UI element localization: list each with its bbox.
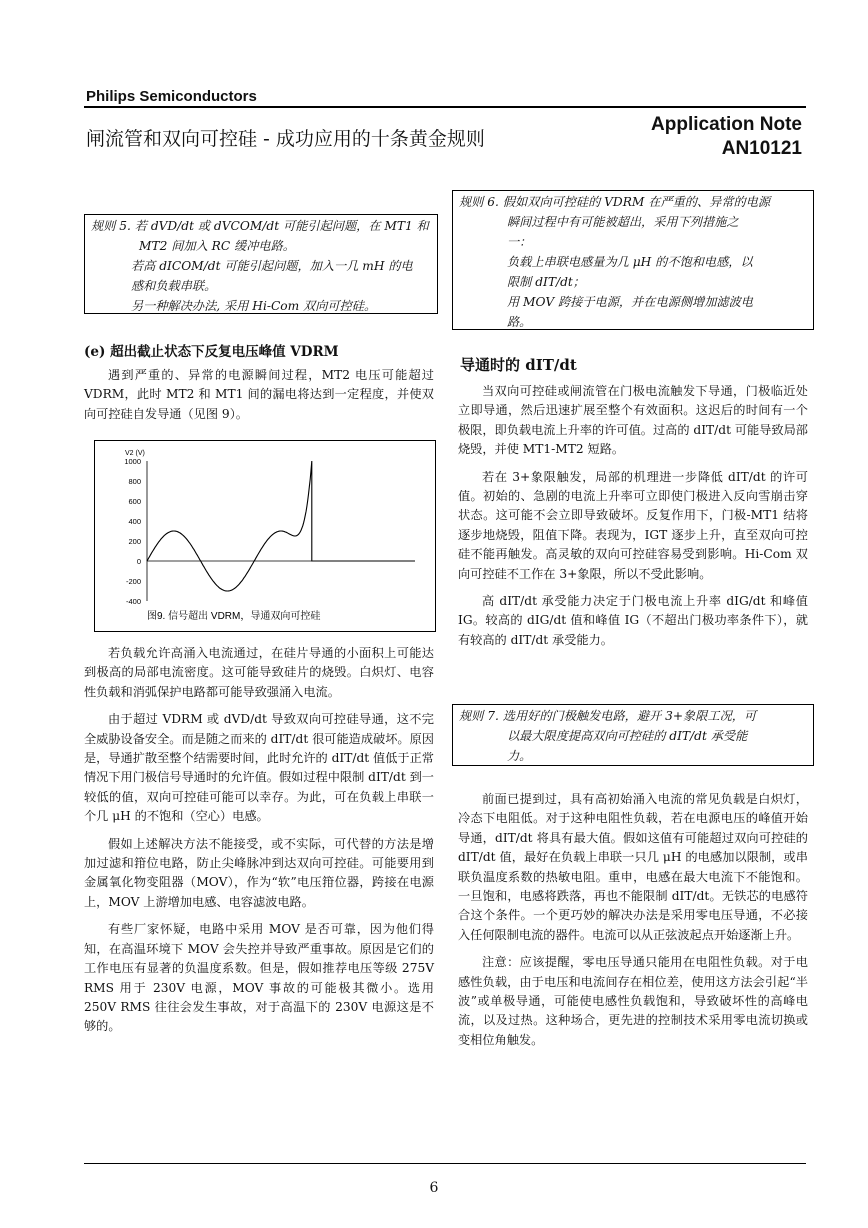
left-para4: 假如上述解决方法不能接受，或不实际，可代替的方法是增加过滤和箝位电路，防止尖峰脉冲到达双向可控硅。可能要用到金属氧化物变阻器（MOV），作为“软”电压箝位器，跨接在电源上，MOV 上游增加电感、电容滤波电路。 [84, 836, 434, 909]
doc-type: Application Note [651, 114, 802, 135]
figure9-y-tick-label: -400 [125, 597, 141, 606]
section-dit-body [458, 382, 808, 658]
left-para2: 若负载允许高涌入电流通过，在硅片导通的小面积上可能达到极高的局部电流密度。这可能导致硅片的烧毁。白炽灯、电容性负载和消弧保护电路都可能导致强涌入电流。 [84, 646, 434, 699]
left-column-body [84, 644, 434, 1045]
rule6-line7: 路。 [507, 315, 532, 329]
figure9-frame [94, 440, 436, 632]
right-para4: 前面已提到过，具有高初始涌入电流的常见负载是白炽灯，冷态下电阻低。对于这种电阻性负载，若在电源电压的峰值开始导通，dIT/dt 将具有最大值。假如这值有可能超过双向可控硅的 dIT/dt 值，最好在负载上串联一只几 μH 的电感加以限制，或串联负温度系数的热敏电阻。重申，电感在最大电流下不能饱和。一旦饱和，电感将跌落，再也不能限制 dIT/dt。无铁芯的电感符合这个条件。一个更巧妙的解决办法是采用零电压导通，不必接入任何限制电流的器件。电流可以从正弦波起点开始逐渐上升。 [458, 792, 808, 942]
figure9-chart [95, 441, 435, 631]
header-rule [84, 106, 806, 108]
rule6-box [452, 190, 814, 330]
rule6-line6: 用 MOV 跨接于电源，并在电源侧增加滤波电 [507, 295, 753, 309]
figure9-y-tick-label: 600 [128, 497, 141, 506]
rule5-line5: 另一种解决办法, 采用 Hi-Com 双向可控硅。 [131, 299, 377, 313]
rule6-line1: 规则 6. 假如双向可控硅的 VDRM 在严重的、异常的电源 [459, 195, 771, 209]
rule7-line3: 力。 [507, 749, 532, 763]
left-para5: 有些厂家怀疑，电路中采用 MOV 是否可靠，因为他们得知，在高温环境下 MOV 会失控并导致严重事故。原因是它们的工作电压有显著的负温度系数。但是，假如推荐电压等级 275V RMS 用于 230V 电源，MOV 事故的可能极其微小。选用 250V RMS 往往会发生事故，对于高温下的 230V 电源这是不够的。 [84, 922, 434, 1034]
page-number: 6 [429, 1180, 439, 1196]
section-e-para1: 遇到严重的、异常的电源瞬间过程，MT2 电压可能超过 VDRM，此时 MT2 和 MT1 间的漏电将达到一定程度，并使双向可控硅自发导通（见图 9）。 [84, 368, 434, 421]
figure9-y-tick-label: 200 [128, 537, 141, 546]
figure9-caption: 图9. 信号超出 VDRM，导通双向可控硅 [147, 611, 321, 622]
dit-para3: 高 dIT/dt 承受能力决定于门极电流上升率 dIG/dt 和峰值 IG。较高的 dIG/dt 值和峰值 IG（不超出门极功率条件下），就有较高的 dIT/dt 承受能力。 [458, 594, 808, 647]
section-e-heading: (e) 超出截止状态下反复电压峰值 VDRM [84, 344, 339, 360]
rule6-line4: 负载上串联电感量为几 μH 的不饱和电感，以 [507, 255, 753, 269]
section-dit-heading: 导通时的 dIT/dt [460, 356, 577, 374]
figure9-y-tick-label: 1000 [124, 457, 141, 466]
figure9-y-tick-label: -200 [125, 577, 141, 586]
rule5-line3: 若高 dICOM/dt 可能引起问题，加入一几 mH 的电 [131, 259, 413, 273]
figure9-ylabel: V2 (V) [125, 450, 145, 457]
rule5-box [84, 214, 438, 314]
dit-para2: 若在 3+象限触发，局部的机理进一步降低 dIT/dt 的许可值。初始的、急剧的电流上升率可立即使门极进入反向雪崩击穿状态。这可能不会立即导致破坏。反复作用下，门极-MT1 结将逐步地烧毁，阻值下降。表现为，IGT 逐步上升，直至双向可控硅不能再触发。高灵敏的双向可控硅容易受到影响。Hi-Com 双向可控硅不工作在 3+象限，所以不受此影响。 [458, 469, 808, 581]
rule5-line1: 规则 5. 若 dVD/dt 或 dVCOM/dt 可能引起问题，在 MT1 和 [91, 219, 429, 233]
rule5-line2: MT2 间加入 RC 缓冲电路。 [139, 239, 295, 253]
figure9-y-tick-label: 0 [136, 557, 141, 566]
document-id-block [651, 113, 802, 161]
rule7-box [452, 704, 814, 766]
rule5-line4: 感和负载串联。 [131, 279, 217, 293]
rule6-line3: 一： [507, 235, 532, 249]
left-para3: 由于超过 VDRM 或 dVD/dt 导致双向可控硅导通，这不完全威胁设备安全。而是随之而来的 dIT/dt 很可能造成破坏。原因是，导通扩散至整个结需要时间，此时允许的 dIT/dt 值低于正常情况下用门极信号导通时的允许值。假如过程中限制 dIT/dt 到一较低的值，双向可控硅可能可以幸存。为此，可在负载上串联一个几 μH 的不饱和（空心）电感。 [84, 712, 434, 824]
rule6-line5: 限制 dIT/dt； [507, 275, 585, 289]
dit-para1: 当双向可控硅或闸流管在门极电流触发下导通，门极临近处立即导通，然后迅速扩展至整个有效面积。这迟后的时间有一个极限，即负载电流上升率的许可值。过高的 dIT/dt 可能导致局部烧毁，并使 MT1-MT2 短路。 [458, 384, 808, 457]
figure9-y-tick-label: 800 [128, 477, 141, 486]
footer-rule [84, 1163, 806, 1164]
figure9-signal-curve [147, 461, 415, 591]
rule7-line1: 规则 7. 选用好的门极触发电路，避开 3+象限工况，可 [459, 709, 757, 723]
figure9-y-tick-label: 400 [128, 517, 141, 526]
rule7-line2: 以最大限度提高双向可控硅的 dIT/dt 承受能 [507, 729, 748, 743]
right-column-body [458, 790, 808, 1058]
doc-number: AN10121 [721, 138, 802, 159]
company-name: Philips Semiconductors [86, 88, 257, 105]
rule6-line2: 瞬间过程中有可能被超出，采用下列措施之 [507, 215, 739, 229]
section-e-body [84, 366, 434, 432]
right-para5: 注意：应该提醒，零电压导通只能用在电阻性负载。对于电感性负载，由于电压和电流间存在相位差，使用这方法会引起“半波”或单极导通，可能使电感性负载饱和，导致破坏性的高峰电流，以及过热。这种场合，更先进的控制技术采用零电流切换或变相位角触发。 [458, 955, 808, 1047]
document-title: 闸流管和双向可控硅 - 成功应用的十条黄金规则 [86, 128, 485, 150]
